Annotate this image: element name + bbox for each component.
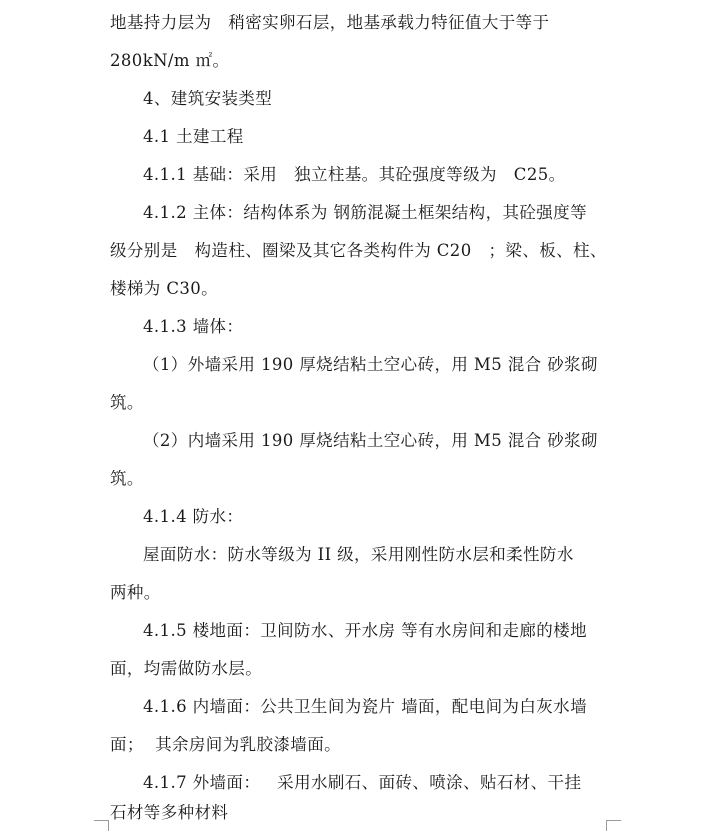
text-line-19: 4.1.6 内墙面：公共卫生间为瓷片 墙面，配电间为白灰水墙 xyxy=(143,697,587,716)
text-line-18: 面，均需做防水层。 xyxy=(110,659,263,678)
text-line-13: 筑。 xyxy=(110,469,144,488)
text-line-1: 地基持力层为 稍密实卵石层，地基承载力特征值大于等于 xyxy=(110,13,550,32)
text-line-12: （2）内墙采用 190 厚烧结粘土空心砖，用 M5 混合 砂浆砌 xyxy=(143,431,598,450)
text-line-15: 屋面防水：防水等级为 II 级，采用刚性防水层和柔性防水 xyxy=(143,545,574,564)
page-corner-mark-left xyxy=(94,820,109,831)
text-line-10: （1）外墙采用 190 厚烧结粘土空心砖，用 M5 混合 砂浆砌 xyxy=(143,355,598,374)
text-line-17: 4.1.5 楼地面：卫间防水、开水房 等有水房间和走廊的楼地 xyxy=(143,621,587,640)
text-line-22: 石材等多种材料 xyxy=(110,803,229,822)
text-line-2: 280kN/m ㎡。 xyxy=(110,51,230,70)
page-corner-mark-right xyxy=(606,820,621,831)
section-heading: 4、建筑安装类型 xyxy=(143,89,273,108)
text-line-11: 筑。 xyxy=(110,393,144,412)
text-line-14: 4.1.4 防水： xyxy=(143,507,244,526)
text-line-8: 楼梯为 C30。 xyxy=(110,279,219,298)
text-line-20: 面； 其余房间为乳胶漆墙面。 xyxy=(110,735,341,754)
text-line-16: 两种。 xyxy=(110,583,161,602)
text-line-6: 4.1.2 主体：结构体系为 钢筋混凝土框架结构，其砼强度等 xyxy=(143,203,587,222)
text-line-9: 4.1.3 墙体： xyxy=(143,317,244,336)
text-line-5: 4.1.1 基础：采用 独立柱基。其砼强度等级为 C25。 xyxy=(143,165,566,184)
text-line-21: 4.1.7 外墙面： 采用水刷石、面砖、喷涂、贴石材、干挂 xyxy=(143,773,582,792)
text-line-7: 级分别是 构造柱、圈梁及其它各类构件为 C20 ；梁、板、柱、 xyxy=(110,241,607,260)
subsection-heading: 4.1 土建工程 xyxy=(143,127,244,146)
